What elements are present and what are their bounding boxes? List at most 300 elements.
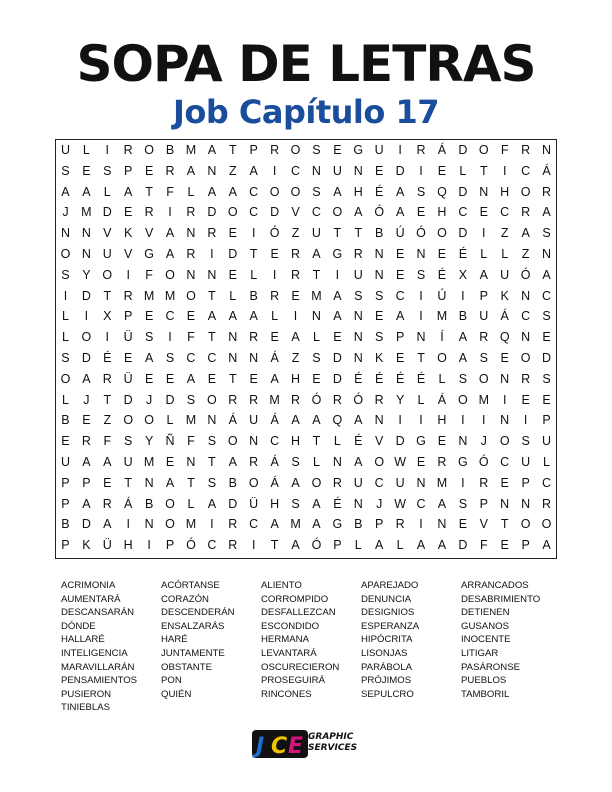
grid-cell: T [124, 475, 133, 490]
grid-cell: B [354, 517, 363, 532]
grid-cell: A [312, 496, 321, 511]
grid-cell: L [396, 538, 404, 553]
grid-cell: C [249, 517, 259, 532]
grid-cell: M [436, 309, 448, 324]
grid-cell: N [311, 309, 321, 324]
grid-cell: C [249, 184, 259, 199]
grid-cell: F [187, 330, 195, 345]
grid-cell: E [165, 371, 175, 386]
grid-cell: E [207, 371, 217, 386]
grid-cell: S [375, 288, 384, 303]
grid-cell: A [165, 246, 175, 261]
grid-cell: O [60, 246, 71, 261]
grid-cell: E [395, 267, 405, 282]
grid-cell: Á [228, 413, 237, 428]
grid-cell: N [458, 434, 468, 449]
grid-cell: O [144, 143, 154, 157]
grid-cell: H [291, 434, 301, 449]
grid-cell: Y [395, 392, 405, 407]
grid-cell: E [479, 205, 488, 220]
grid-cell: A [333, 184, 342, 199]
grid-cell: U [332, 163, 342, 178]
grid-cell: B [144, 496, 154, 511]
grid-cell: A [291, 538, 300, 553]
grid-cell: A [542, 538, 551, 553]
grid-cell: A [61, 184, 70, 199]
grid-cell: E [395, 246, 405, 261]
word-list-item: DENUNCIA [361, 593, 412, 605]
grid-cell: C [207, 350, 217, 365]
grid-cell: L [417, 392, 425, 407]
word-list-item: LEVANTARÁ [261, 647, 317, 659]
grid-cell: E [124, 350, 133, 365]
word-list-item: OBSTANTE [161, 661, 212, 673]
grid-cell: N [374, 267, 384, 282]
grid-cell: B [165, 143, 175, 157]
grid-cell: S [186, 392, 196, 407]
grid-cell: E [395, 350, 405, 365]
grid-cell: F [500, 143, 509, 157]
grid-cell: A [228, 184, 237, 199]
grid-cell: R [291, 392, 301, 407]
grid-cell: O [186, 288, 196, 303]
grid-cell: A [207, 309, 217, 324]
grid-cell: Á [270, 350, 279, 365]
grid-cell: Ü [123, 330, 133, 345]
grid-cell: E [375, 163, 384, 178]
grid-cell: U [353, 267, 363, 282]
grid-cell: D [228, 496, 238, 511]
grid-cell: D [270, 205, 280, 220]
grid-cell: V [375, 434, 384, 449]
word-list-item: LISONJAS [361, 647, 408, 659]
grid-cell: N [207, 267, 217, 282]
grid-cell: G [458, 454, 468, 469]
grid-cell: R [291, 267, 301, 282]
word-list-item: ESPERANZA [361, 620, 420, 632]
grid-cell: M [164, 288, 176, 303]
grid-cell: W [394, 496, 407, 511]
grid-cell: I [210, 517, 214, 532]
grid-cell: T [208, 330, 216, 345]
grid-cell: A [103, 454, 112, 469]
grid-cell: R [521, 143, 531, 157]
grid-cell: A [479, 267, 488, 282]
word-list-item: ACRIMONIA [61, 580, 116, 591]
grid-cell: S [144, 330, 154, 345]
grid-cell: R [332, 392, 342, 407]
grid-cell: E [165, 454, 175, 469]
grid-cell: É [416, 371, 426, 386]
grid-cell: Y [144, 434, 154, 449]
grid-cell: A [354, 454, 363, 469]
grid-cell: É [437, 267, 447, 282]
grid-cell: R [207, 226, 217, 241]
grid-cell: É [458, 246, 468, 261]
letter-grid [55, 140, 557, 556]
grid-cell: D [458, 226, 468, 241]
word-list-item: DESCENDERÁN [161, 607, 235, 619]
grid-cell: Á [437, 143, 447, 157]
grid-cell: U [542, 434, 552, 449]
grid-cell: N [353, 163, 363, 178]
grid-cell: A [207, 143, 217, 157]
grid-cell: F [103, 434, 112, 449]
grid-cell: T [228, 371, 237, 386]
grid-cell: O [207, 392, 217, 407]
grid-cell: A [103, 517, 112, 532]
grid-cell: P [82, 475, 91, 490]
grid-cell: S [103, 163, 112, 178]
grid-cell: I [293, 309, 298, 324]
grid-cell: M [143, 288, 155, 303]
company-logo [252, 728, 362, 760]
grid-cell: U [249, 413, 259, 428]
grid-cell: E [312, 371, 321, 386]
grid-cell: N [249, 350, 259, 365]
page-title: SOPA DE LETRAS [76, 35, 536, 93]
grid-cell: A [270, 371, 279, 386]
grid-cell: D [81, 288, 91, 303]
grid-cell: P [375, 517, 384, 532]
grid-cell: R [542, 496, 552, 511]
grid-cell: N [374, 413, 384, 428]
grid-cell: I [461, 413, 465, 428]
grid-cell: V [103, 226, 112, 241]
grid-cell: S [207, 434, 217, 449]
grid-cell: O [144, 413, 154, 428]
grid-cell: L [354, 538, 362, 553]
grid-cell: Ó [353, 392, 364, 407]
word-list-item: HARÉ [161, 634, 188, 646]
grid-cell: M [185, 413, 197, 428]
grid-cell: O [458, 392, 468, 407]
grid-cell: L [501, 246, 509, 261]
grid-cell: E [333, 143, 342, 157]
grid-cell: O [269, 184, 280, 199]
grid-cell: Ó [520, 267, 531, 282]
grid-cell: I [523, 413, 528, 428]
grid-cell: Z [291, 226, 300, 241]
word-list-item: APAREJADO [361, 580, 419, 591]
grid-cell: E [270, 246, 279, 261]
grid-cell: O [520, 517, 531, 532]
grid-cell: R [102, 371, 112, 386]
grid-cell: A [82, 184, 91, 199]
grid-cell: U [102, 246, 112, 261]
grid-cell: Z [291, 350, 300, 365]
logo-wordmark [308, 732, 368, 754]
grid-cell: E [144, 163, 154, 178]
grid-cell: E [458, 517, 468, 532]
grid-cell: N [81, 246, 91, 261]
grid-cell: E [228, 267, 237, 282]
grid-cell: H [353, 184, 363, 199]
grid-cell: A [124, 184, 133, 199]
grid-cell: A [333, 288, 342, 303]
grid-cell: I [147, 538, 151, 553]
grid-cell: C [521, 163, 531, 178]
grid-cell: A [82, 454, 91, 469]
grid-cell: O [541, 517, 552, 532]
grid-cell: R [123, 143, 133, 157]
word-list-item: JUNTAMENTE [161, 647, 225, 659]
grid-cell: L [187, 496, 195, 511]
grid-cell: B [458, 309, 468, 324]
grid-cell: Ú [395, 226, 405, 241]
logo-line-graphic: GRAPHIC [308, 732, 354, 742]
grid-cell: I [63, 288, 68, 303]
grid-cell: T [312, 434, 321, 449]
grid-cell: H [437, 205, 447, 220]
grid-cell: D [542, 350, 552, 365]
grid-cell: G [144, 246, 154, 261]
grid-cell: A [82, 496, 91, 511]
word-list-item: DÓNDE [61, 620, 96, 632]
grid-cell: H [291, 371, 301, 386]
grid-cell: R [249, 330, 259, 345]
word-list-item: PUSIERON [61, 688, 112, 700]
grid-cell: E [333, 330, 342, 345]
grid-cell: Á [500, 309, 509, 324]
word-list-item: QUIÉN [161, 688, 192, 700]
word-list-item: INTELIGENCIA [61, 647, 128, 659]
grid-cell: E [82, 163, 91, 178]
grid-cell: U [353, 475, 363, 490]
grid-cell: Ó [269, 226, 280, 241]
grid-cell: É [354, 434, 363, 449]
grid-cell: L [82, 143, 90, 157]
grid-cell: É [375, 371, 384, 386]
grid-cell: A [291, 330, 300, 345]
grid-cell: E [416, 454, 426, 469]
word-list-item: PUEBLOS [461, 675, 507, 687]
grid-cell: I [398, 143, 402, 157]
grid-cell: M [269, 392, 280, 407]
word-list-item: ALIENTO [261, 580, 302, 591]
grid-cell: O [478, 371, 489, 386]
grid-cell: U [123, 454, 133, 469]
grid-cell: N [228, 330, 238, 345]
grid-cell: O [311, 475, 322, 490]
word-list-item: DESIGNIOS [361, 607, 415, 619]
grid-cell: O [165, 517, 175, 532]
grid-cell: K [500, 288, 509, 303]
grid-cell: Z [228, 163, 237, 178]
grid-cell: T [312, 267, 321, 282]
grid-cell: L [438, 371, 446, 386]
grid-cell: R [416, 143, 426, 157]
grid-cell: N [228, 350, 238, 365]
grid-cell: K [375, 350, 384, 365]
grid-cell: A [437, 496, 447, 511]
jce-logo-mark [252, 728, 308, 760]
grid-cell: N [542, 143, 552, 157]
word-list-item: DETIENEN [461, 607, 510, 619]
grid-cell: C [186, 350, 196, 365]
grid-cell: P [333, 538, 342, 553]
grid-cell: N [374, 246, 384, 261]
word-list-item: DESCANSARÁN [61, 607, 135, 619]
grid-cell: D [395, 163, 405, 178]
grid-cell: C [458, 205, 468, 220]
grid-cell: S [354, 288, 363, 303]
grid-cell: C [395, 288, 405, 303]
grid-cell: R [395, 517, 405, 532]
grid-cell: O [520, 184, 531, 199]
grid-cell: O [227, 205, 238, 220]
logo-letter-j: J [256, 734, 265, 759]
grid-cell: C [542, 475, 552, 490]
grid-cell: É [333, 496, 342, 511]
grid-cell: I [419, 413, 423, 428]
grid-cell: I [461, 288, 465, 303]
word-list-item: AUMENTARÁ [61, 593, 121, 605]
grid-cell: C [165, 309, 175, 324]
grid-cell: T [417, 350, 425, 365]
grid-cell: S [61, 267, 70, 282]
grid-cell: A [437, 538, 447, 553]
grid-cell: P [249, 143, 258, 157]
grid-cell: U [60, 143, 70, 157]
grid-cell: D [458, 538, 468, 553]
grid-cell: S [458, 371, 468, 386]
grid-cell: C [270, 434, 280, 449]
grid-cell: A [354, 205, 363, 220]
logo-letter-c: C [271, 734, 288, 759]
grid-cell: L [459, 163, 467, 178]
grid-cell: I [419, 309, 423, 324]
grid-cell: P [124, 163, 133, 178]
grid-cell: A [291, 413, 300, 428]
grid-cell: I [105, 330, 110, 345]
grid-cell: N [542, 246, 552, 261]
grid-cell: O [520, 350, 531, 365]
grid-cell: R [270, 288, 280, 303]
grid-cell: R [521, 371, 531, 386]
grid-cell: I [419, 163, 423, 178]
grid-cell: S [479, 350, 488, 365]
grid-cell: P [124, 309, 133, 324]
grid-cell: R [102, 496, 112, 511]
grid-cell: N [521, 330, 531, 345]
word-list-item: TAMBORIL [461, 688, 510, 700]
grid-cell: X [103, 309, 112, 324]
grid-cell: A [82, 371, 91, 386]
grid-cell: T [228, 143, 237, 157]
grid-cell: A [395, 309, 405, 324]
grid-cell: R [186, 205, 196, 220]
grid-cell: A [521, 226, 530, 241]
grid-cell: J [62, 205, 69, 220]
grid-cell: R [479, 475, 489, 490]
grid-cell: O [374, 454, 385, 469]
grid-cell: S [312, 143, 321, 157]
grid-cell: L [61, 309, 69, 324]
grid-cell: F [479, 538, 488, 553]
grid-cell: O [60, 371, 71, 386]
grid-cell: R [437, 454, 447, 469]
grid-cell: S [61, 350, 70, 365]
grid-cell: S [416, 184, 426, 199]
word-list [61, 579, 581, 715]
grid-cell: A [458, 350, 468, 365]
grid-cell: G [353, 143, 364, 157]
grid-cell: A [165, 475, 175, 490]
grid-cell: G [332, 246, 343, 261]
grid-cell: C [521, 309, 531, 324]
grid-cell: A [207, 496, 217, 511]
grid-cell: A [291, 475, 300, 490]
grid-cell: R [81, 434, 91, 449]
grid-cell: P [479, 496, 488, 511]
grid-cell: E [542, 392, 551, 407]
grid-cell: B [228, 475, 237, 490]
grid-cell: E [186, 309, 196, 324]
grid-cell: R [374, 392, 384, 407]
grid-cell: O [499, 434, 510, 449]
grid-cell: A [249, 163, 258, 178]
grid-cell: E [437, 163, 447, 178]
grid-cell: R [542, 184, 552, 199]
grid-cell: H [123, 538, 133, 553]
grid-cell: Z [103, 413, 112, 428]
grid-cell: I [105, 143, 110, 157]
grid-cell: N [186, 454, 196, 469]
word-list-item: MARAVILLARÁN [61, 661, 135, 673]
grid-cell: B [249, 288, 258, 303]
grid-cell: A [312, 413, 321, 428]
grid-cell: N [479, 184, 489, 199]
grid-cell: T [500, 517, 509, 532]
grid-cell: J [145, 392, 153, 407]
grid-cell: N [60, 226, 70, 241]
grid-cell: F [166, 184, 174, 199]
grid-cell: I [84, 309, 89, 324]
grid-cell: A [375, 538, 384, 553]
grid-cell: Ü [249, 496, 259, 511]
grid-cell: Ü [102, 538, 112, 553]
grid-cell: E [437, 434, 447, 449]
grid-cell: I [272, 163, 277, 178]
grid-cell: E [249, 371, 258, 386]
grid-cell: D [81, 517, 91, 532]
grid-cell: E [61, 434, 70, 449]
grid-cell: É [103, 350, 112, 365]
word-list-item: SEPULCRO [361, 688, 414, 700]
grid-cell: R [228, 538, 238, 553]
grid-cell: Z [500, 226, 509, 241]
grid-cell: E [103, 475, 112, 490]
word-list-item: HALLARÉ [61, 634, 105, 646]
grid-cell: I [168, 330, 172, 345]
grid-cell: Y [82, 267, 91, 282]
grid-cell: Ó [478, 454, 489, 469]
word-list-item: CORROMPIDO [261, 593, 329, 605]
grid-cell: D [207, 205, 217, 220]
grid-cell: A [354, 413, 363, 428]
grid-cell: M [436, 475, 448, 490]
grid-cell: J [83, 392, 90, 407]
grid-cell: R [249, 454, 259, 469]
grid-cell: A [542, 267, 551, 282]
word-list-item: ARRANCADOS [461, 580, 529, 591]
grid-cell: S [542, 371, 551, 386]
grid-cell: N [353, 309, 363, 324]
grid-cell: S [312, 184, 321, 199]
grid-cell: I [419, 517, 423, 532]
grid-cell: T [249, 246, 258, 261]
